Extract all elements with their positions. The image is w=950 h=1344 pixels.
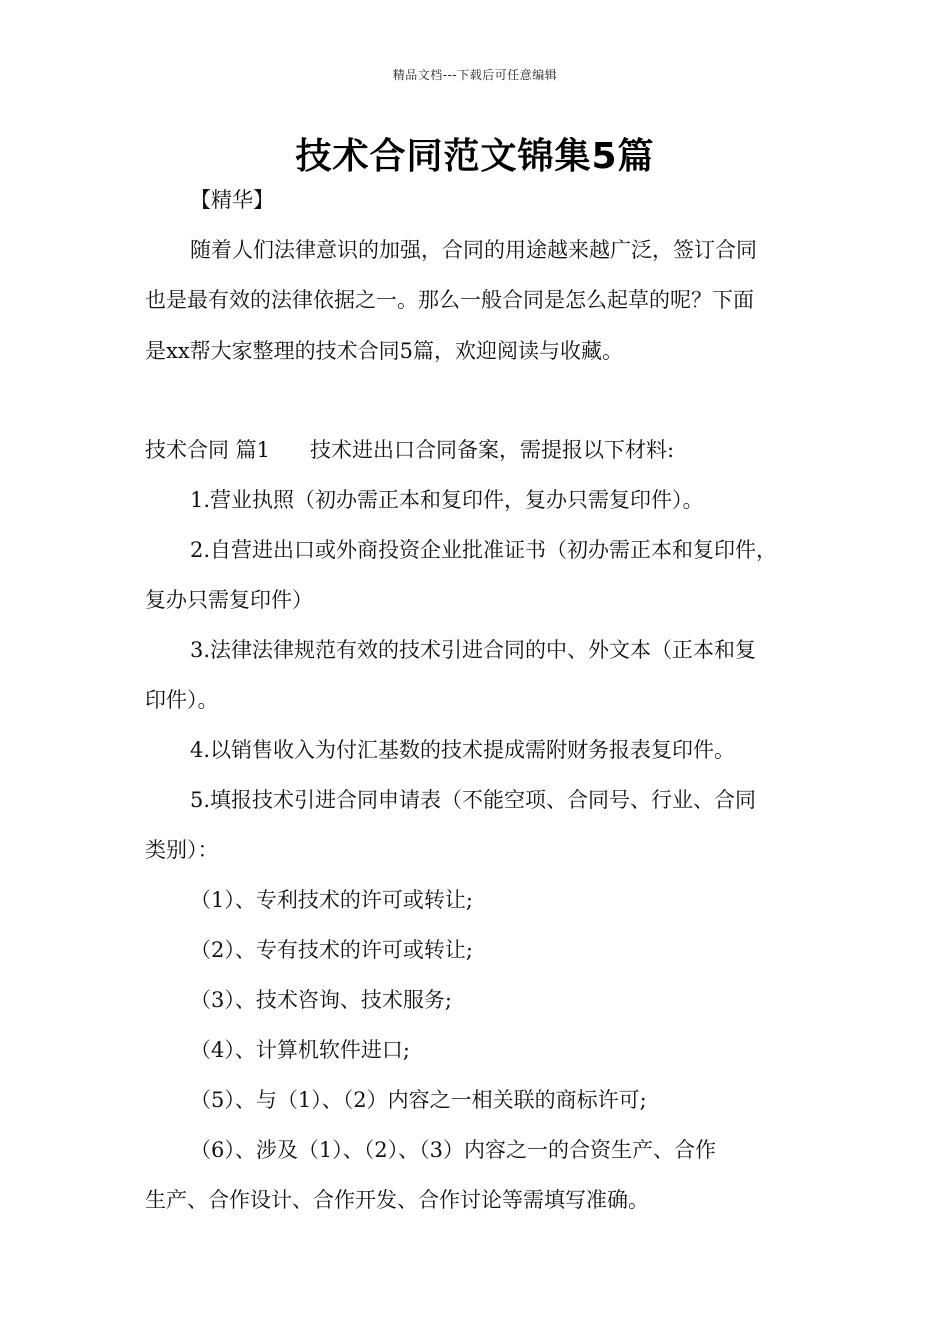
subitem-3: （3）、技术咨询、技术服务; — [190, 988, 452, 1012]
item-5-line-1: 5.填报技术引进合同申请表（不能空项、合同号、行业、合同 — [190, 788, 757, 812]
subitem-4: （4）、计算机软件进口; — [190, 1038, 410, 1062]
item-3-line-1: 3.法律法律规范有效的技术引进合同的中、外文本（正本和复 — [190, 638, 757, 662]
subitem-2: （2）、专有技术的许可或转让; — [190, 938, 473, 962]
item-2-line-1: 2.自营进出口或外商投资企业批准证书（初办需正本和复印件， — [190, 538, 778, 562]
document-title: 技术合同范文锦集5篇 — [295, 136, 655, 177]
item-3-line-2: 印件）。 — [145, 688, 219, 712]
intro-line-1: 随着人们法律意识的加强，合同的用途越来越广泛，签订合同 — [190, 238, 757, 262]
intro-line-3: 是xx帮大家整理的技术合同5篇，欢迎阅读与收藏。 — [145, 339, 624, 363]
subitem-6-line-1: （6）、涉及（1）、（2）、（3）内容之一的合资生产、合作 — [190, 1138, 716, 1162]
section-heading-row — [145, 436, 674, 464]
item-2-line-2: 复办只需复印件） — [145, 588, 313, 612]
subitem-1: （1）、专利技术的许可或转让; — [190, 888, 473, 912]
section-lead: 技术进出口合同备案，需提报以下材料: — [310, 438, 675, 462]
section-heading: 技术合同 篇1 — [145, 438, 271, 462]
header-note: 精品文档---下载后可任意编辑 — [392, 68, 558, 82]
item-4: 4.以销售收入为付汇基数的技术提成需附财务报表复印件。 — [190, 738, 736, 762]
subitem-6-line-2: 生产、合作设计、合作开发、合作讨论等需填写准确。 — [145, 1188, 649, 1212]
subitem-5: （5）、与（1）、（2）内容之一相关联的商标许可; — [190, 1088, 647, 1112]
item-1: 1.营业执照（初办需正本和复印件，复办只需复印件）。 — [190, 488, 704, 512]
item-5-line-2: 类别）： — [145, 838, 219, 862]
tag-label: 【精华】 — [190, 188, 274, 212]
intro-line-2: 也是最有效的法律依据之一。那么一般合同是怎么起草的呢？下面 — [145, 288, 754, 312]
